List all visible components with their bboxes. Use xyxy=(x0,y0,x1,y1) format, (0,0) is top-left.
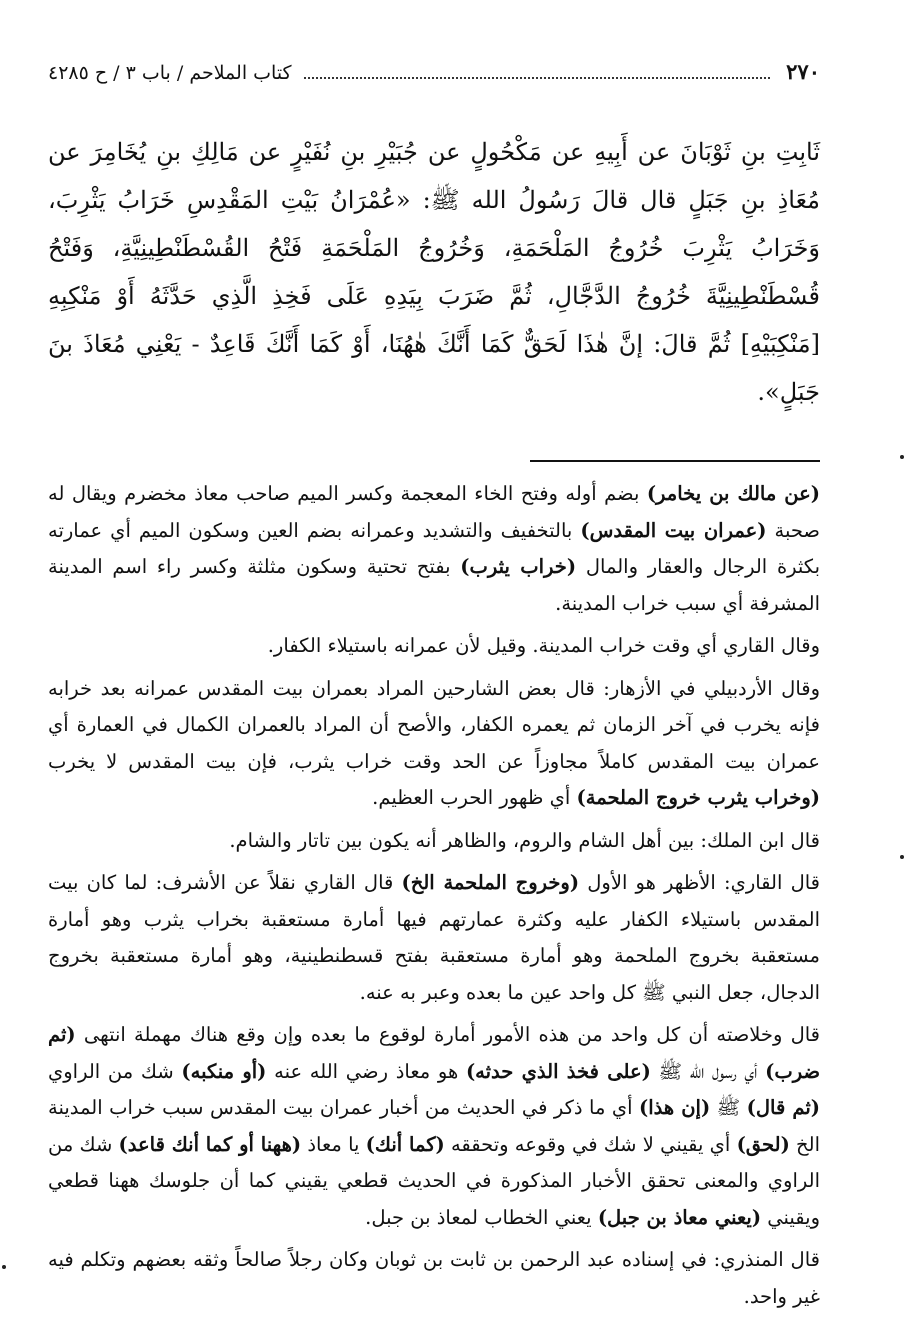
commentary-text: يعني الخطاب لمعاذ بن جبل. xyxy=(365,1205,598,1229)
commentary-paragraph xyxy=(48,476,820,622)
commentary-text: أي ظهور الحرب العظيم. xyxy=(372,786,577,809)
quoted-phrase: (على فخذ الذي حدثه) xyxy=(465,1059,651,1083)
page-header xyxy=(48,58,820,88)
commentary-text: ﷺ xyxy=(710,1096,747,1119)
scan-edge-mark xyxy=(2,1265,6,1269)
page-number: ٢٧٠ xyxy=(786,59,820,84)
commentary-paragraph xyxy=(48,1017,820,1236)
commentary-text: أي يقيني لا شك في وقوعه وتحققه xyxy=(444,1132,737,1156)
commentary-paragraph: قال المنذري: في إسناده عبد الرحمن بن ثابت بن ثوبان وكان رجلاً صالحاً وثقه بعضهم وتكلم فيه غير واحد. xyxy=(48,1248,820,1308)
running-title: كتاب الملاحم / باب ٣ / ح ٤٢٨٥ xyxy=(48,62,292,84)
quoted-phrase: (كما أنك) xyxy=(365,1132,445,1156)
quoted-phrase: (ثم ضرب) xyxy=(48,1023,821,1083)
header-dotted-leader xyxy=(304,76,771,79)
commentary-paragraph xyxy=(48,865,820,1011)
quoted-phrase: (عمران بيت المقدس) xyxy=(580,518,767,542)
commentary-text: شك من الراوي xyxy=(48,1059,182,1083)
quoted-phrase: (ههنا أو كما أنك قاعد) xyxy=(118,1132,302,1156)
book-page xyxy=(48,58,820,1321)
quoted-phrase: (ثم قال) xyxy=(746,1096,820,1119)
commentary-text: هو معاذ رضي الله عنه xyxy=(266,1059,466,1083)
commentary xyxy=(48,476,820,1315)
commentary-text: قال القاري: الأظهر هو الأول xyxy=(579,871,820,894)
commentary-text: قال القاري نقلاً عن الأشرف: لما كان بيت المقدس باستيلاء الكفار عليه وكثرة عمارتهم فيها أمارة مستعقبة بخراب يثرب وهو أمارة مستعقبة بخروج الملحمة وهو أمارة مستعقبة بفتح قسطنطينية، وهو أمارة مستعقبة بخروج الدجال، جعل النبي ﷺ كل واحد عين ما بعده وعبر به عنه. xyxy=(48,871,820,1004)
quoted-phrase: (خراب يثرب) xyxy=(460,555,577,578)
hadith-text: ثَابِتِ بنِ ثَوْبَانَ عن أَبِيهِ عن مَكْحُولٍ عن جُبَيْرِ بنِ نُفَيْرٍ عن مَالِكِ بنِ يُخَامِرَ عن مُعَاذِ بنِ جَبَلٍ قال قالَ رَسُولُ الله ﷺ: «عُمْرَانُ بَيْتِ المَقْدِسِ خَرَابُ يَثْرِبَ، وَخَرَابُ يَثْرِبَ خُرُوجُ المَلْحَمَةِ، وَخُرُوجُ المَلْحَمَةِ فَتْحُ القُسْطَنْطِينِيَّةِ، وَفَتْحُ قُسْطَنْطِينِيَّةَ خُرُوجُ الدَّجَّالِ، ثُمَّ ضَرَبَ بِيَدِهِ عَلَى فَخِذِ الَّذِي حَدَّثَهُ أَوْ مَنْكِبِهِ [مَنْكِبَيْهِ] ثُمَّ قالَ: إنَّ هٰذَا لَحَقٌّ كَمَا أَنَّكَ هٰهُنَا، أَوْ كَمَا أَنَّكَ قَاعِدٌ - يَعْنِي مُعَاذَ بنَ جَبَلٍ». xyxy=(48,138,821,406)
commentary-text: أي رسول الله ﷺ xyxy=(650,1059,766,1083)
quoted-phrase: (وخراب يثرب خروج الملحمة) xyxy=(576,786,820,809)
quoted-phrase: (أو منكبه) xyxy=(181,1059,267,1083)
quoted-phrase: (يعني معاذ بن جبل) xyxy=(597,1205,762,1229)
commentary-paragraph xyxy=(48,671,820,817)
quoted-phrase: (وخروج الملحمة الخ) xyxy=(401,871,580,894)
quoted-phrase: (إن هذا) xyxy=(639,1096,711,1119)
commentary-text: شك من الراوي والمعنى تحقق الأخبار المذكورة في الحديث قطعي يقيني كما أن جلوسك ههنا قطعي ويقيني xyxy=(48,1132,820,1229)
footnote-divider xyxy=(530,460,820,462)
scan-edge-mark xyxy=(900,855,904,859)
quoted-phrase: (لحق) xyxy=(736,1132,790,1156)
commentary-text: يا معاذ xyxy=(301,1132,366,1156)
commentary-text: بفتح تحتية وسكون مثلثة وكسر راء اسم المدينة المشرفة أي سبب خراب المدينة. xyxy=(48,555,820,615)
commentary-text: قال وخلاصته أن كل واحد من هذه الأمور أمارة لوقوع ما بعده وإن وقع هناك مهملة انتهى xyxy=(75,1023,820,1046)
commentary-text: وقال الأردبيلي في الأزهار: قال بعض الشارحين المراد بعمران بيت المقدس عمرانه بعد خرابه فإنه يخرب في آخر الزمان ثم يعمره الكفار، والأصح أن المراد بالعمران الكمال في العمارة أي عمران بيت المقدس كاملاً مجاوزاً عن الحد وقت خراب يثرب، فإن بيت المقدس لا يخرب xyxy=(48,676,820,773)
commentary-text: أي ما ذكر في الحديث من أخبار عمران بيت المقدس سبب خراب المدينة الخ xyxy=(48,1096,820,1156)
commentary-text: بالتخفيف والتشديد وعمرانه بضم العين وسكون الميم أي عمارته بكثرة الرجال والعقار والمال xyxy=(48,518,820,578)
quoted-phrase: (عن مالك بن يخامر) xyxy=(646,482,820,505)
commentary-text: بضم أوله وفتح الخاء المعجمة وكسر الميم صاحب معاذ مخضرم ويقال له صحبة xyxy=(48,482,820,542)
scan-edge-mark xyxy=(900,455,904,459)
commentary-paragraph: وقال القاري أي وقت خراب المدينة. وقيل لأن عمرانه باستيلاء الكفار. xyxy=(267,634,820,657)
commentary-paragraph: قال ابن الملك: بين أهل الشام والروم، والظاهر أنه يكون بين تاتار والشام. xyxy=(229,828,820,852)
